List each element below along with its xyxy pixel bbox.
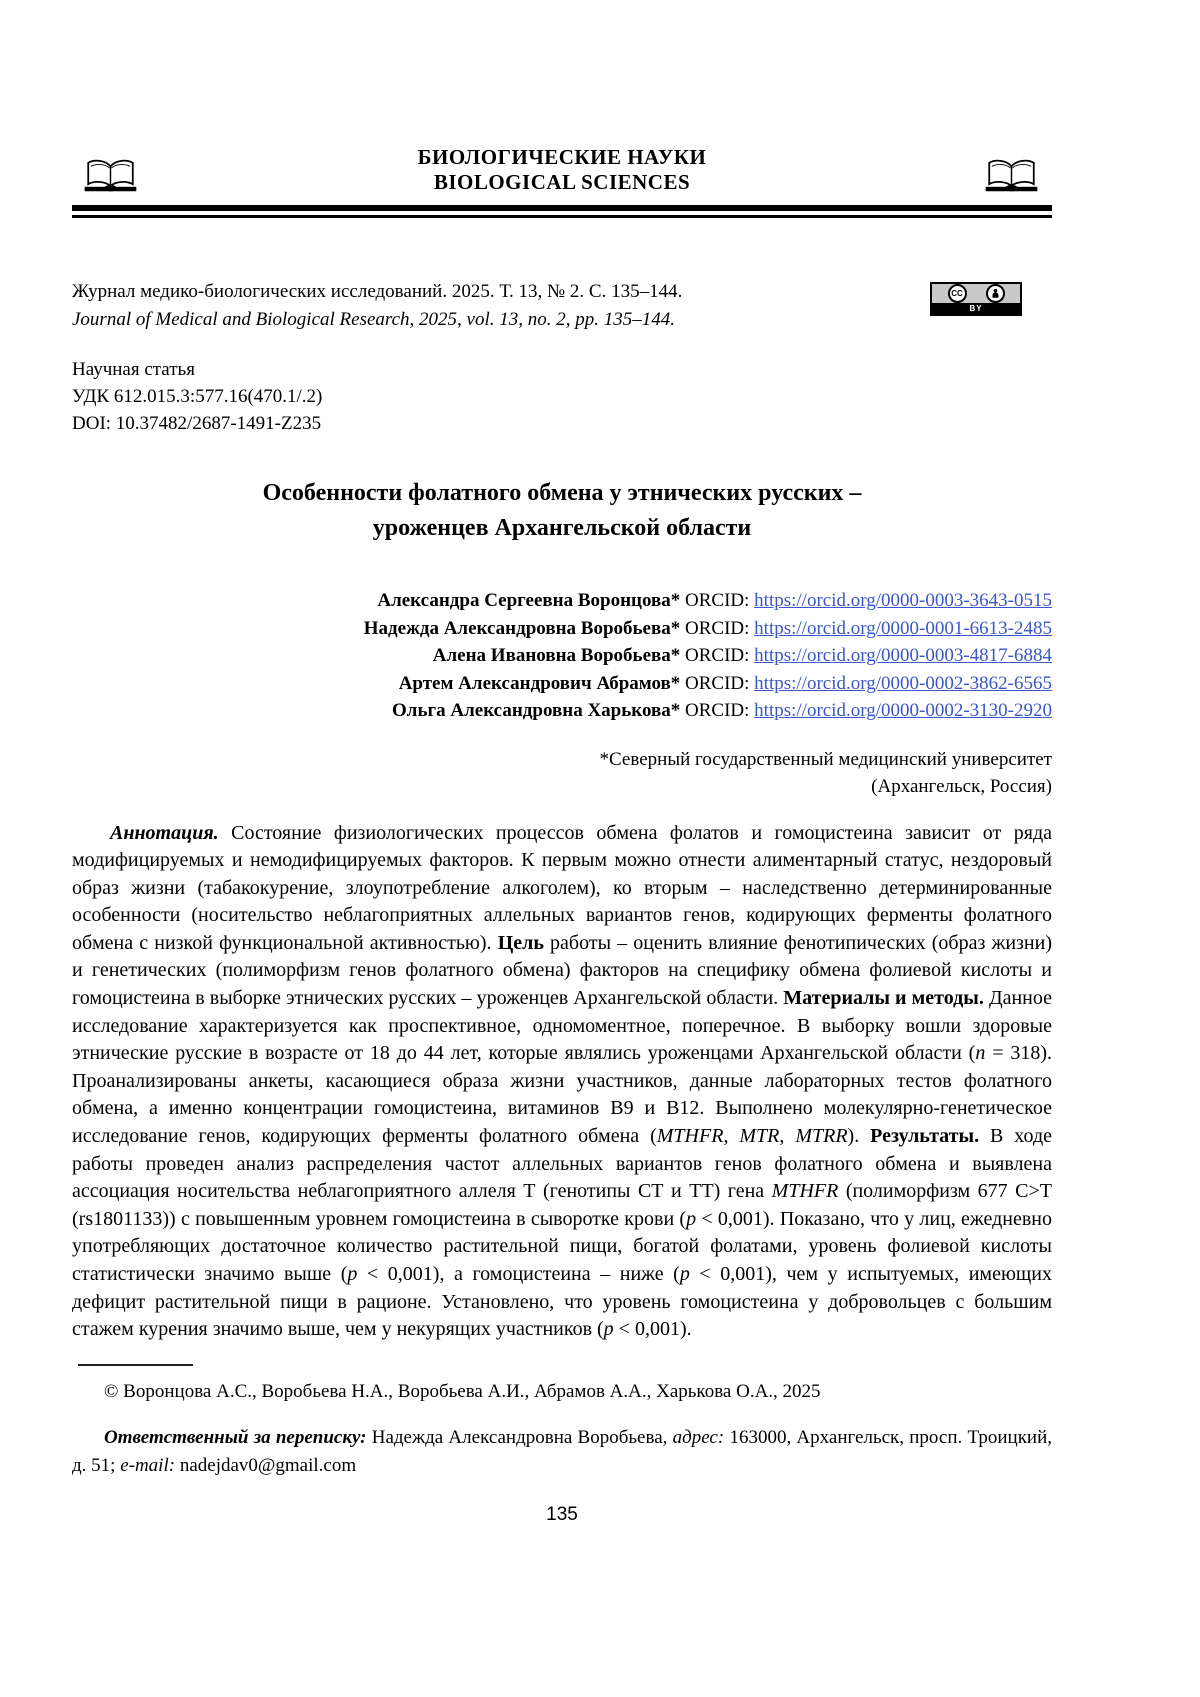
page-content: [72, 0, 1052, 1527]
affiliation-line2: (Архангельск, Россия): [871, 776, 1052, 797]
footnote-divider: [78, 1364, 193, 1366]
orcid-label: ORCID:: [685, 645, 750, 666]
author-row: [72, 642, 1052, 670]
article-type: Научная статья: [72, 359, 195, 380]
orcid-link[interactable]: https://orcid.org/0000-0002-3862-6565: [754, 672, 1052, 694]
orcid-label: ORCID:: [685, 617, 750, 639]
author-name: Артем Александрович Абрамов*: [398, 672, 681, 694]
doi-line: DOI: 10.37482/2687-1491-Z235: [72, 413, 322, 434]
orcid-link[interactable]: https://orcid.org/0000-0003-3643-0515: [754, 590, 1052, 611]
article-title-line1: Особенности фолатного обмена у этнических русских –: [262, 480, 862, 506]
citation-en: Journal of Medical and Biological Research, 2025, vol. 13, no. 2, pp. 135–144.: [72, 309, 675, 330]
author-row: [72, 670, 1052, 698]
author-row: [72, 587, 1052, 615]
copyright-line: © Воронцова А.С., Воробьева Н.А., Воробьева А.И., Абрамов А.А., Харькова О.А., 2025: [104, 1380, 821, 1402]
orcid-label: ORCID:: [685, 672, 750, 694]
author-name: Надежда Александровна Воробьева*: [363, 617, 681, 639]
open-book-icon: [983, 157, 1040, 197]
open-book-icon: [82, 157, 139, 197]
citation-ru: Журнал медико-биологических исследований. 2025. Т. 13, № 2. С. 135–144.: [72, 281, 683, 302]
orcid-link[interactable]: https://orcid.org/0000-0003-4817-6884: [754, 645, 1052, 666]
citation-block: [72, 278, 1052, 334]
cc-by-label: BY: [932, 303, 1020, 314]
orcid-link[interactable]: https://orcid.org/0000-0001-6613-2485: [754, 617, 1052, 639]
udc-line: УДК 612.015.3:577.16(470.1/.2): [72, 386, 323, 407]
author-name: Александра Сергеевна Воронцова*: [377, 590, 681, 611]
correspondence-paragraph: Ответственный за переписку: Надежда Александровна Воробьева, адрес: 163000, Архангельск, просп. Троицкий, д. 51; e-mail: nadejdav0@gmail.com: [72, 1427, 1053, 1476]
author-row: [72, 615, 1052, 643]
double-rule-thin: [72, 215, 1052, 218]
article-title: [72, 476, 1052, 546]
authors-list: [72, 587, 1052, 725]
author-name: Ольга Александровна Харькова*: [392, 700, 681, 721]
article-title-line2: уроженцев Архангельской области: [372, 515, 752, 541]
cc-badge-icons: [932, 284, 1020, 303]
orcid-label: ORCID:: [685, 590, 750, 611]
person-icon: [986, 284, 1005, 303]
abstract-paragraph: Аннотация. Состояние физиологических процессов обмена фолатов и гомоцистеина зависит от ряда модифицируемых и немодифицируемых факторов. К первым можно отнести алиментарный статус, нездоровый образ жизни (табакокурение, злоупотребление алкоголем), ко вторым – наследственно детерминированные особенности (носительство неблагоприятных аллельных вариантов генов, кодирующих ферменты фолатного обмена с низкой функциональной активностью). Цель работы – оценить влияние фенотипических (образ жизни) и генетических (полиморфизм генов фолатного обмена) факторов на специфику обмена фолиевой кислоты и гомоцистеина в выборке этнических русских – уроженцев Архангельской области. Материалы и методы. Данное исследование характеризуется как проспективное, одномоментное, поперечное. В выборку вошли здоровые этнические русские в возрасте от 18 до 44 лет, которые являлись уроженцами Архангельской области (n = 318). Проанализированы анкеты, касающиеся образа жизни участников, данные лабораторных тестов фолатного обмена, а именно концентрации гомоцистеина, витаминов B9 и B12. Выполнено молекулярно-генетическое исследование генов, кодирующих ферменты фолатного обмена (MTHFR, MTR, MTRR). Результаты. В ходе работы проведен анализ распределения частот аллельных вариантов генов фолатного обмена и выявлена ассоциация носительства неблагоприятного аллеля Т (генотипы СТ и ТТ) гена MTHFR (полиморфизм 677 C>T (rs1801133)) с повышенным уровнем гомоцистеина в сыворотке крови (p < 0,001). Показано, что у лиц, ежедневно употребляющих достаточное количество растительной пищи, богатой фолатами, уровень фолиевой кислоты статистически значимо выше (p < 0,001), а гомоцистеина – ниже (p < 0,001), чем у испытуемых, имеющих дефицит растительной пищи в рационе. Установлено, что уровень гомоцистеина у добровольцев с большим стажем курения значимо выше, чем у некурящих участников (p < 0,001).: [72, 821, 1053, 1341]
double-rule-thick: [72, 205, 1052, 211]
affiliation-block: [72, 746, 1052, 801]
page-number: 135: [546, 1504, 578, 1526]
article-meta: [72, 356, 1052, 437]
section-header: [72, 145, 1052, 197]
cc-by-badge: [930, 282, 1022, 316]
rubric-title-ru: БИОЛОГИЧЕСКИЕ НАУКИ: [417, 145, 707, 169]
cc-icon: CC: [948, 284, 967, 303]
author-row: [72, 697, 1052, 725]
orcid-label: ORCID:: [685, 700, 750, 721]
author-name: Алена Ивановна Воробьева*: [432, 645, 681, 666]
orcid-link[interactable]: https://orcid.org/0000-0002-3130-2920: [754, 700, 1052, 721]
rubric-title-en: BIOLOGICAL SCIENCES: [433, 170, 691, 194]
affiliation-line1: *Северный государственный медицинский университет: [599, 748, 1052, 770]
